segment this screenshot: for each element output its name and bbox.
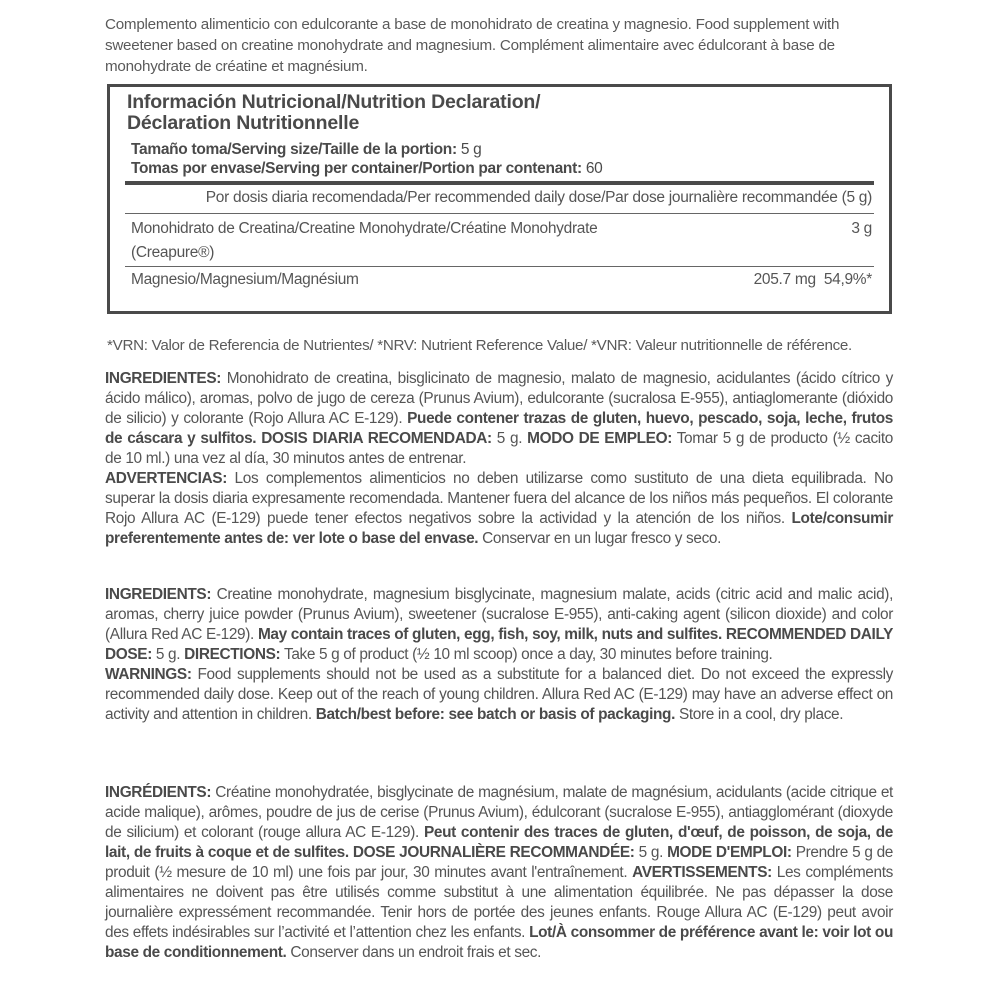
warn-text: Los complementos alimenticios no deben utilizarse como sustituto de una dieta equilibrada. No superar la dosis diaria expresamente recomendada. Mantener fuera del alcance de los niños más pequeños. El colorante Rojo Allura AC (E-129) puede tener efectos negativos sobre la actividad y la atención de los niños. [105,470,893,527]
mode-label: MODE D'EMPLOI: [667,844,792,861]
warn-text: Les compléments alimentaires ne doivent pas être utilisés comme substitut à une alimentation équilibrée. Ne pas dépasser la dose journalière expressément recommandée. Tenir hors de portée des jeunes enfants. Rouge Allura AC (E-129) peut avoir des effets indésirables sur l’activité et l’attention chez les enfants. [105,864,893,941]
thick-divider [125,181,874,185]
ing-text: Créatine monohydratée, bisglycinate de magnésium, malate de magnésium, acidulants (acide citrique et acide malique), arômes, poudre de jus de cerise (Prunus Avium), édulcorant (sucralose E-955), antiagglomérant (dioxyde de silicium) et colorant (rouge allura AC E-129). [105,784,893,841]
english-section [105,585,893,725]
dir-label: DIRECTIONS: [184,646,281,663]
serving-info [131,140,602,178]
batch-text: Lote/consumir preferentemente antes de: ver lote o base del envase. [105,510,893,547]
ing-label: INGRÉDIENTS: [105,784,212,801]
dir-text: Take 5 g of product (½ 10 ml scoop) once a day, 30 minutes before training. [280,646,773,663]
mode-label: MODO DE EMPLEO: [527,430,672,447]
nutrient-row-name: Magnesio/Magnesium/Magnésium [131,271,359,288]
serving-size-value: 5 g [456,141,482,158]
allergen-text: May contain traces of gluten, egg, fish, soy, milk, nuts and sulfites. [257,626,722,643]
servings-per-container [131,159,602,178]
column-header: Por dosis diaria recomendada/Per recommended daily dose/Par dose journalière recommandée (5 g) [205,189,872,206]
divider [125,266,874,267]
french-section [105,783,893,963]
dose-label: DOSIS DIARIA RECOMENDADA: [256,430,492,447]
mode-text: Tomar 5 g de producto (½ cacito de 10 ml.) una vez al día, 30 minutos antes de entrenar. [105,430,894,467]
divider [125,213,874,214]
nutrient-name-line2: (Creapure®) [131,244,215,261]
nutrition-table [107,84,892,314]
dose-label: DOSE JOURNALIÈRE RECOMMANDÉE: [348,844,635,861]
nutrient-name-line1: Monohidrato de Creatina/Creatine Monohydrate/Créatine Monohydrate [131,220,598,237]
ing-label: INGREDIENTS: [105,586,212,603]
spanish-section [105,369,893,549]
ing-text: Creatine monohydrate, magnesium bisglycinate, magnesium malate, acids (citric acid and malic acid), aromas, cherry juice powder (Prunus Avium), sweetener (sucralose E-955), anti-caking agent (silicon dioxide) and color (Allura Red AC E-129). [105,586,893,643]
dose-text: 5 g. [491,430,528,447]
nutrient-row-name [131,217,597,265]
nutrition-title-line1: Información Nutricional/Nutrition Declaration/ [127,91,541,113]
store-text: Conservar en un lugar fresco y seco. [478,530,722,547]
vrn-note: *VRN: Valor de Referencia de Nutrientes/ *NRV: Nutrient Reference Value/ *VNR: Valeur nutritionnelle de référence. [107,337,852,354]
dose-label: RECOMMENDED DAILY DOSE: [105,626,893,663]
dose-text: 5 g. [634,844,668,861]
store-text: Store in a cool, dry place. [675,706,844,723]
allergen-text: Peut contenir des traces de gluten, d'œuf, de poisson, de soja, de lait, de fruits à coque et de sulfites. [105,824,893,861]
servings-value: 60 [581,160,603,177]
nutrient-row-value: 205.7 mg 54,9%* [753,271,872,288]
serving-size-label: Tamaño toma/Serving size/Taille de la portion: [131,141,457,158]
intro-text: Complemento alimenticio con edulcorante a base de monohidrato de creatina y magnesio. Food supplement with sweetener based on creatine monohydrate and magnesium. Complément alimentaire avec édulcorant à base de monohydrate de créatine et magnésium. [105,16,840,75]
warn-label: ADVERTENCIAS: [105,470,228,487]
warn-label: WARNINGS: [105,666,192,683]
nutrition-title [127,92,540,134]
warn-text: Food supplements should not be used as a substitute for a balanced diet. Do not exceed the expressly recommended daily dose. Keep out of the reach of young children. Allura Red AC (E-129) may have an adverse effect on activity and attention in children. [105,666,893,723]
batch-text: Lot/À consommer de préférence avant le: voir lot ou base de conditionnement. [105,924,893,961]
serving-size [131,140,602,159]
dose-text: 5 g. [152,646,185,663]
nutrition-title-line2: Déclaration Nutritionnelle [127,112,360,134]
mode-text: Prendre 5 g de produit (½ mesure de 10 ml) une fois par jour, 30 minutes avant l'entraînement. [105,844,894,881]
servings-label: Tomas por envase/Serving per container/Portion par contenant: [131,160,582,177]
warn-label: AVERTISSEMENTS: [632,864,772,881]
batch-text: Batch/best before: see batch or basis of packaging. [315,706,676,723]
store-text: Conserver dans un endroit frais et sec. [286,944,542,961]
ing-label: INGREDIENTES: [105,370,222,387]
allergen-text: Puede contener trazas de gluten, huevo, pescado, soja, leche, frutos de cáscara y sulfitos. [105,410,893,447]
ing-text: Monohidrato de creatina, bisglicinato de magnesio, malato de magnesio, acidulantes (ácido cítrico y ácido málico), aromas, polvo de jugo de cereza (Prunus Avium), edulcorante (sucralosa E-955), antiaglomerante (dióxido de silicio) y colorante (Rojo Allura AC E-129). [105,370,893,427]
nutrient-row-value: 3 g [851,220,872,237]
